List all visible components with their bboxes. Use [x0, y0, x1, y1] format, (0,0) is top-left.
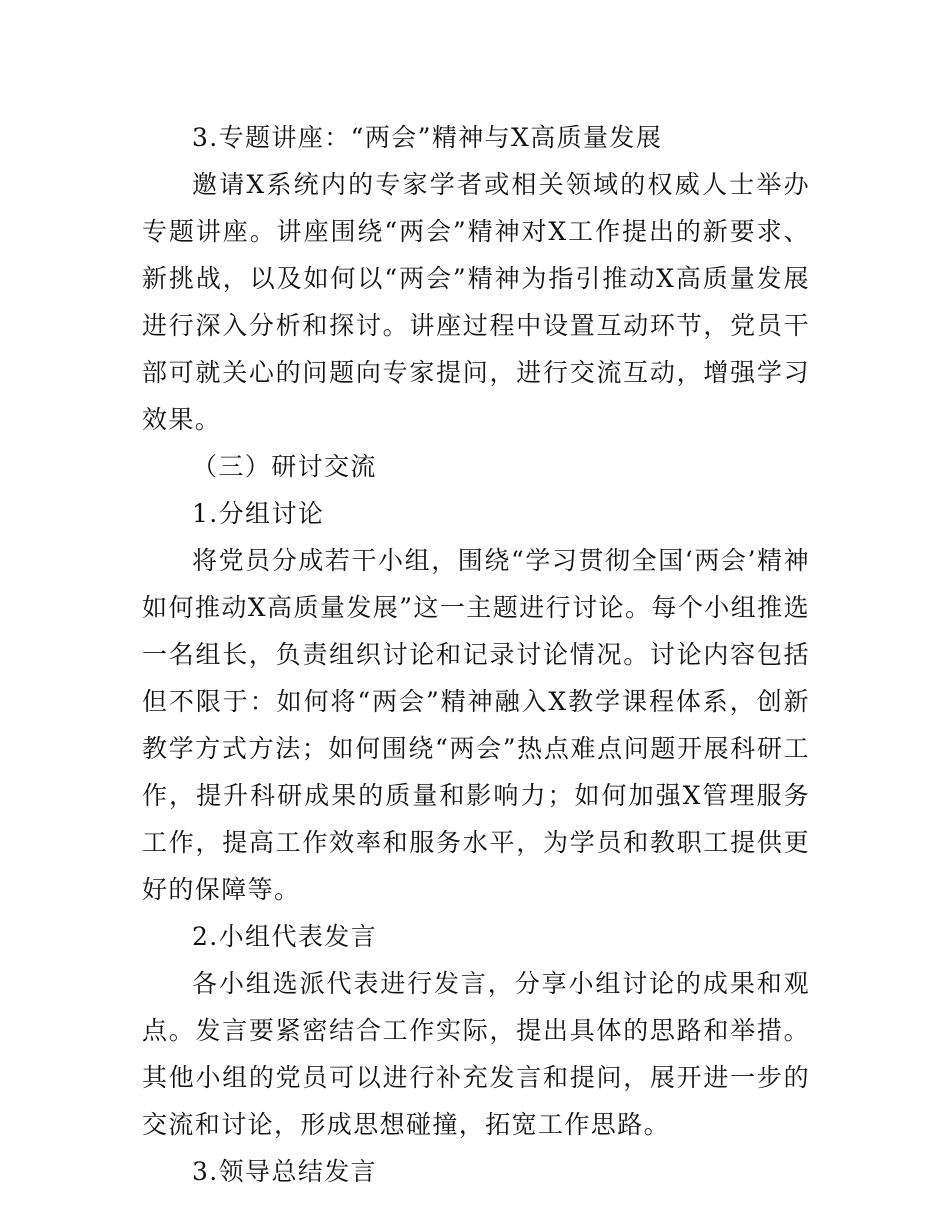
paragraph-group-representative: 各小组选派代表进行发言，分享小组讨论的成果和观点。发言要紧密结合工作实际，提出具体的思路和举措。其他小组的党员可以进行补充发言和提问，展开进一步的交流和讨论，形成思想碰撞，拓宽工作思路。	[142, 969, 810, 1139]
paragraph-lecture: 邀请X系统内的专家学者或相关领域的权威人士举办专题讲座。讲座围绕“两会”精神对X工作提出的新要求、新挑战，以及如何以“两会”精神为指引推动X高质量发展进行深入分析和探讨。讲座过程中设置互动环节，党员干部可就关心的问题向专家提问，进行交流互动，增强学习效果。	[142, 170, 810, 434]
subheading-leader-summary: 3.领导总结发言	[192, 1157, 378, 1186]
subheading-group-discussion: 1.分组讨论	[192, 499, 325, 528]
paragraph-group-discussion: 将党员分成若干小组，围绕“学习贯彻全国‘两会’精神如何推动X高质量发展”这一主题进行讨论。每个小组推选一名组长，负责组织讨论和记录讨论情况。讨论内容包括但不限于：如何将“两会”精神融入X教学课程体系，创新教学方式方法；如何围绕“两会”热点难点问题开展科研工作，提升科研成果的质量和影响力；如何加强X管理服务工作，提高工作效率和服务水平，为学员和教职工提供更好的保障等。	[142, 546, 810, 904]
subheading-lecture: 3.专题讲座：“两会”精神与X高质量发展	[192, 123, 663, 152]
section-heading-discussion: （三）研讨交流	[192, 452, 377, 481]
document-body	[142, 114, 810, 1195]
subheading-group-representative: 2.小组代表发言	[192, 922, 378, 951]
